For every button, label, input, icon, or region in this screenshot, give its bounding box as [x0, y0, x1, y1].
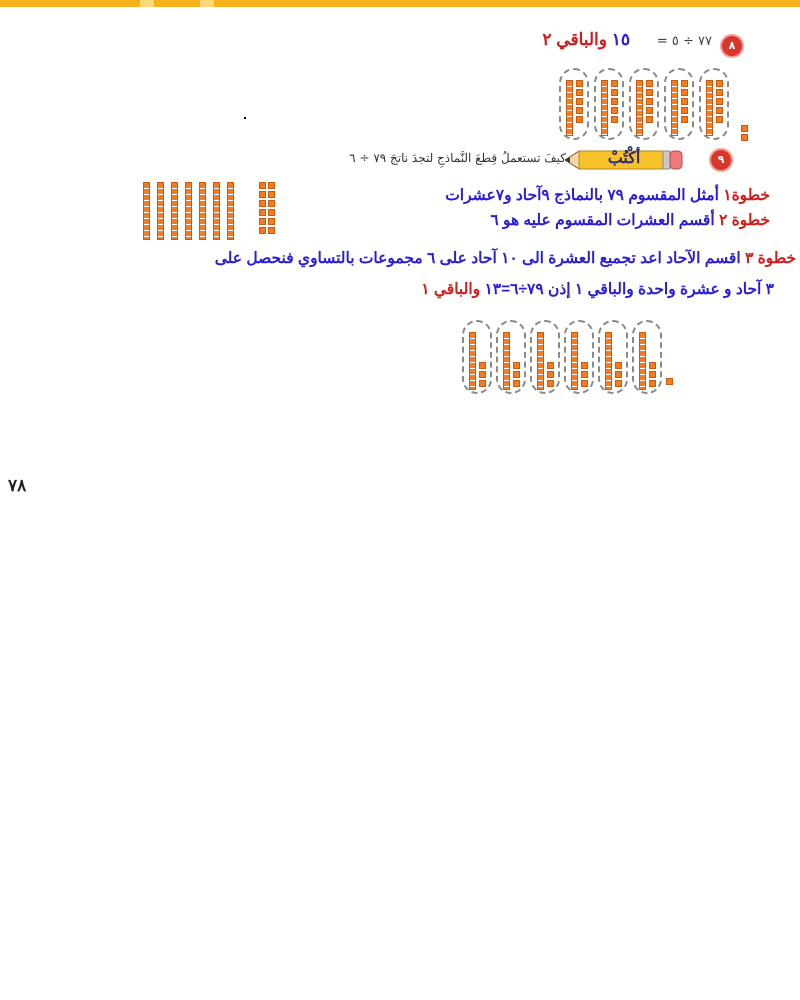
answer-quotient: ١٥ [611, 30, 630, 49]
model-group [598, 320, 628, 394]
tens-rod [605, 332, 612, 390]
model-group [462, 320, 492, 394]
tens-rod [143, 182, 150, 240]
question-9-badge: ٩ [711, 150, 731, 170]
tens-rod [566, 80, 573, 136]
model-group [664, 68, 694, 140]
step-text: أقسم العشرات المقسوم عليه هو ٦ [490, 212, 719, 229]
step-label: خطوة ٢ [718, 212, 770, 229]
tens-rod [571, 332, 578, 390]
step-label: خطوة ٣ [744, 250, 796, 267]
step-text: اقسم الآحاد اعد تجميع العشرة الى ١٠ آحاد على ٦ مجموعات بالتساوي فنحصل على [214, 250, 745, 267]
question-8-answer [452, 30, 630, 50]
step-3 [215, 249, 796, 268]
model-group [594, 68, 624, 140]
top-accent-bar [0, 0, 800, 7]
top-accent-segment [140, 0, 154, 7]
tens-rod [157, 182, 164, 240]
model-group [629, 68, 659, 140]
tens-rod [227, 182, 234, 240]
write-label: أكْتُبْ [607, 148, 641, 167]
ones-cubes [576, 80, 583, 123]
model-group [564, 320, 594, 394]
top-accent-segment [200, 0, 214, 7]
question-9-prompt: كيفَ تستعملُ قِطعَ النَّماذجِ لتجدَ ناتجَ ٧٩ ÷ ٦ [349, 151, 566, 165]
ones-cubes [649, 362, 656, 387]
dividend-model [143, 180, 283, 242]
remainder-cubes [741, 125, 748, 141]
tens-rod [706, 80, 713, 136]
ones-cubes [259, 182, 275, 234]
page-number: ٧٨ [8, 476, 27, 495]
step-remainder: والباقي ١ [421, 281, 481, 298]
tens-rod [636, 80, 643, 136]
step-2 [490, 211, 770, 230]
ones-cubes [681, 80, 688, 123]
model-group [559, 68, 589, 140]
model-group [632, 320, 662, 394]
ones-cubes [716, 80, 723, 123]
tens-rod [503, 332, 510, 390]
ones-cubes [646, 80, 653, 123]
tens-rod [639, 332, 646, 390]
question-8-badge: ٨ [722, 36, 742, 56]
remainder-cube [666, 378, 673, 385]
model-group [530, 320, 560, 394]
tens-rod [671, 80, 678, 136]
stray-mark [244, 117, 246, 119]
tens-rod [185, 182, 192, 240]
tens-rod [601, 80, 608, 136]
model-group [496, 320, 526, 394]
ones-cubes [513, 362, 520, 387]
answer-remainder: والباقي ٢ [542, 30, 607, 49]
step-1 [445, 186, 770, 205]
ones-cubes [581, 362, 588, 387]
tens-rod [469, 332, 476, 390]
tens-rod [537, 332, 544, 390]
step-text: ٣ آحاد و عشرة واحدة والباقي ١ إذن ٧٩÷٦=١٣ [480, 281, 774, 298]
tens-rod [171, 182, 178, 240]
ones-cubes [479, 362, 486, 387]
model-group [699, 68, 729, 140]
step-label: خطوة١ [723, 187, 770, 204]
ones-cubes [611, 80, 618, 123]
question-8-expression: ٧٧ ÷ ٥ = [656, 34, 712, 49]
step-3-continued [421, 280, 774, 299]
tens-rod [213, 182, 220, 240]
ones-cubes [615, 362, 622, 387]
tens-rod [199, 182, 206, 240]
ones-cubes [547, 362, 554, 387]
step-text: أمثل المقسوم ٧٩ بالنماذج ٩آحاد و٧عشرات [445, 187, 724, 204]
